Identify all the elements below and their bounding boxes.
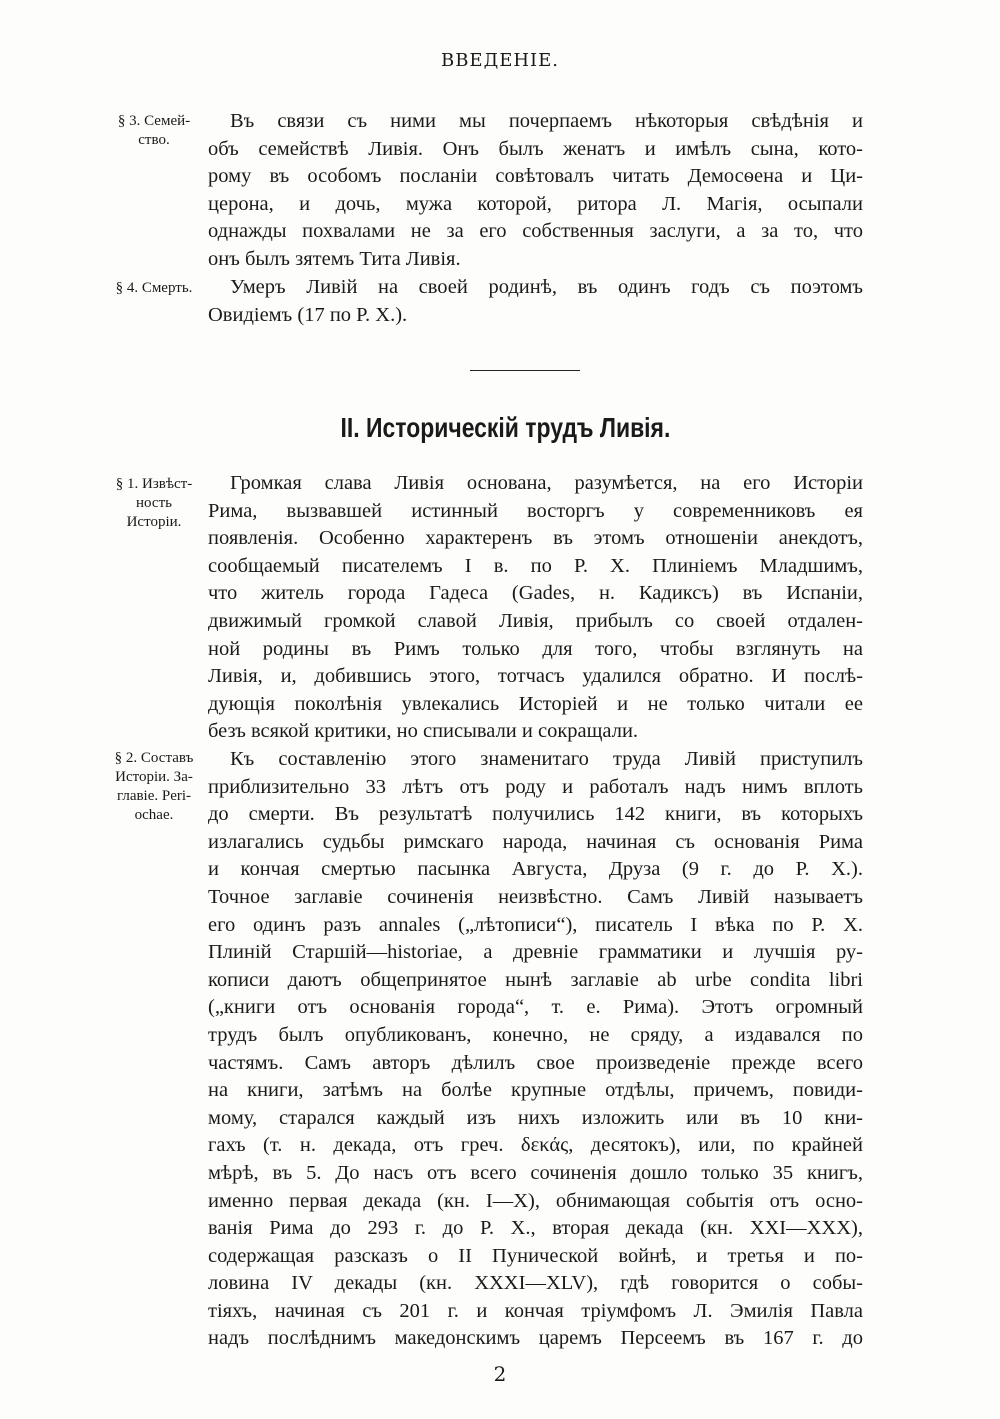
text-line: на книги, затѣмъ на болѣе крупные отдѣлы, причемъ, повиди- bbox=[208, 1079, 863, 1102]
side-note-line: Исторiи. bbox=[126, 514, 182, 530]
text-line: Громкая слава Ливiя основана, разумѣется, на его Исторiи bbox=[230, 472, 863, 494]
text-line: содержащая разсказъ о II Пунической войнѣ, и третья и по- bbox=[208, 1244, 863, 1267]
running-title: ВВЕДЕНIЕ. bbox=[440, 50, 560, 71]
text-line: появленiя. Особенно характеренъ въ этомъ отношенiи анекдотъ, bbox=[208, 527, 863, 550]
side-note-4 bbox=[100, 279, 208, 298]
text-line: что житель города Гадеса (Gades, н. Кадиксъ) въ Испанiи, bbox=[208, 582, 863, 605]
text-line: частямъ. Самъ авторъ дѣлилъ свое произведенiе прежде всего bbox=[208, 1051, 863, 1074]
text-line: Ливiя, и, добившись этого, тотчасъ удалился обратно. И послѣ- bbox=[208, 665, 863, 688]
paragraph-4 bbox=[208, 274, 863, 329]
text-line: рому въ особомъ посланiи совѣтовалъ читать Демосѳена и Ци- bbox=[208, 165, 863, 188]
side-note-line: § 2. Составъ bbox=[114, 750, 194, 766]
side-note-line: ochae. bbox=[134, 807, 174, 823]
side-note-line: ство. bbox=[138, 132, 170, 148]
text-line: дующiя поколѣнiя увлекались Исторiей и не только читали ее bbox=[208, 692, 863, 715]
side-note-2 bbox=[100, 749, 208, 825]
text-line: мому, старался каждый изъ нихъ изложить или въ 10 кни- bbox=[208, 1106, 863, 1129]
text-line: тiяхъ, начиная съ 201 г. и кончая трiумфомъ Л. Эмилiя Павла bbox=[208, 1299, 863, 1322]
text-line: ванiя Рима до 293 г. до Р. Х., вторая декада (кн. XXI—XXX), bbox=[208, 1217, 863, 1240]
text-line: („книги отъ основанiя города“, т. е. Рима). Этотъ огромный bbox=[208, 996, 863, 1019]
text-line: надъ послѣднимъ македонскимъ царемъ Персеемъ въ 167 г. до bbox=[208, 1327, 863, 1350]
chapter-heading: II. Историческiй трудъ Ливiя. bbox=[340, 412, 671, 443]
paragraph-2 bbox=[208, 746, 863, 1353]
side-note-3 bbox=[100, 112, 208, 150]
text-line: ловина IV декады (кн. XXXI—XLV), гдѣ говорится о собы- bbox=[208, 1272, 863, 1295]
text-line: движимый громкой славой Ливiя, прибылъ со своей отдален- bbox=[208, 609, 863, 632]
divider-rule bbox=[470, 370, 580, 371]
text-line: Овидiемъ (17 по Р. Х.). bbox=[208, 303, 408, 326]
side-note-line: § 1. Извѣст- bbox=[115, 476, 193, 492]
text-line: онъ былъ зятемъ Тита Ливія. bbox=[208, 247, 461, 270]
text-line: церона, и дочь, мужа которой, ритора Л. Магія, осыпали bbox=[208, 192, 863, 215]
paragraph-3 bbox=[208, 108, 863, 274]
text-line: до смерти. Въ результатѣ получились 142 книги, въ которыхъ bbox=[208, 803, 863, 826]
text-line: и кончая смертью пасынка Августа, Друза (9 г. до Р. Х.). bbox=[208, 858, 863, 881]
page-number: 2 bbox=[493, 1362, 507, 1386]
side-note-line: § 4. Смерть. bbox=[115, 280, 193, 296]
side-note-line: Исторiи. За- bbox=[115, 769, 193, 785]
text-line: гахъ (т. н. декада, отъ греч. δεκάς, десятокъ), или, по крайней bbox=[208, 1134, 863, 1157]
text-line: Рима, вызвавшей истинный восторгъ у современниковъ ея bbox=[208, 499, 863, 522]
text-line: безъ всякой критики, но списывали и сокращали. bbox=[208, 720, 639, 743]
side-note-line: § 3. Семей- bbox=[117, 113, 191, 129]
text-line: объ семействѣ Ливія. Онъ былъ женатъ и имѣлъ сына, кото- bbox=[208, 137, 863, 160]
side-note-1 bbox=[100, 475, 208, 532]
text-line: Плинiй Старшiй—historiae, а древнiе грамматики и лучшiя ру- bbox=[208, 941, 863, 964]
text-line: Точное заглавiе сочиненiя неизвѣстно. Самъ Ливiй называетъ bbox=[208, 885, 863, 908]
text-line: излагались судьбы римскаго народа, начиная съ основанiя Рима bbox=[208, 830, 863, 853]
text-line: приблизительно 33 лѣтъ отъ роду и работалъ надъ нимъ вплоть bbox=[208, 775, 863, 798]
text-line: именно первая декада (кн. I—X), обнимающая событiя отъ осно- bbox=[208, 1189, 863, 1212]
text-line: Умеръ Ливiй на своей родинѣ, въ одинъ годъ съ поэтомъ bbox=[230, 276, 863, 298]
text-line: Въ связи съ ними мы почерпаемъ нѣкоторыя свѣдѣнія и bbox=[230, 110, 863, 132]
text-line: трудъ былъ опубликованъ, конечно, не сряду, а издавался по bbox=[208, 1023, 863, 1046]
side-note-line: ность bbox=[136, 495, 172, 511]
text-line: Къ составленiю этого знаменитаго труда Ливiй приступилъ bbox=[230, 748, 863, 770]
text-line: ной родины въ Римъ только для того, чтобы взглянуть на bbox=[208, 637, 863, 660]
text-line: сообщаемый писателемъ I в. по Р. Х. Плинiемъ Младшимъ, bbox=[208, 554, 863, 577]
paragraph-1 bbox=[208, 470, 863, 746]
text-line: его одинъ разъ annales („лѣтописи“), писатель I вѣка по Р. Х. bbox=[208, 913, 863, 936]
side-note-line: главiе. Peri- bbox=[116, 788, 192, 804]
text-line: однажды похвалами не за его собственныя заслуги, а за то, что bbox=[208, 220, 863, 243]
text-line: мѣрѣ, въ 5. До насъ отъ всего сочиненiя дошло только 35 книгъ, bbox=[208, 1161, 863, 1184]
text-line: кописи даютъ общепринятое нынѣ заглавiе ab urbe condita libri bbox=[208, 968, 863, 991]
